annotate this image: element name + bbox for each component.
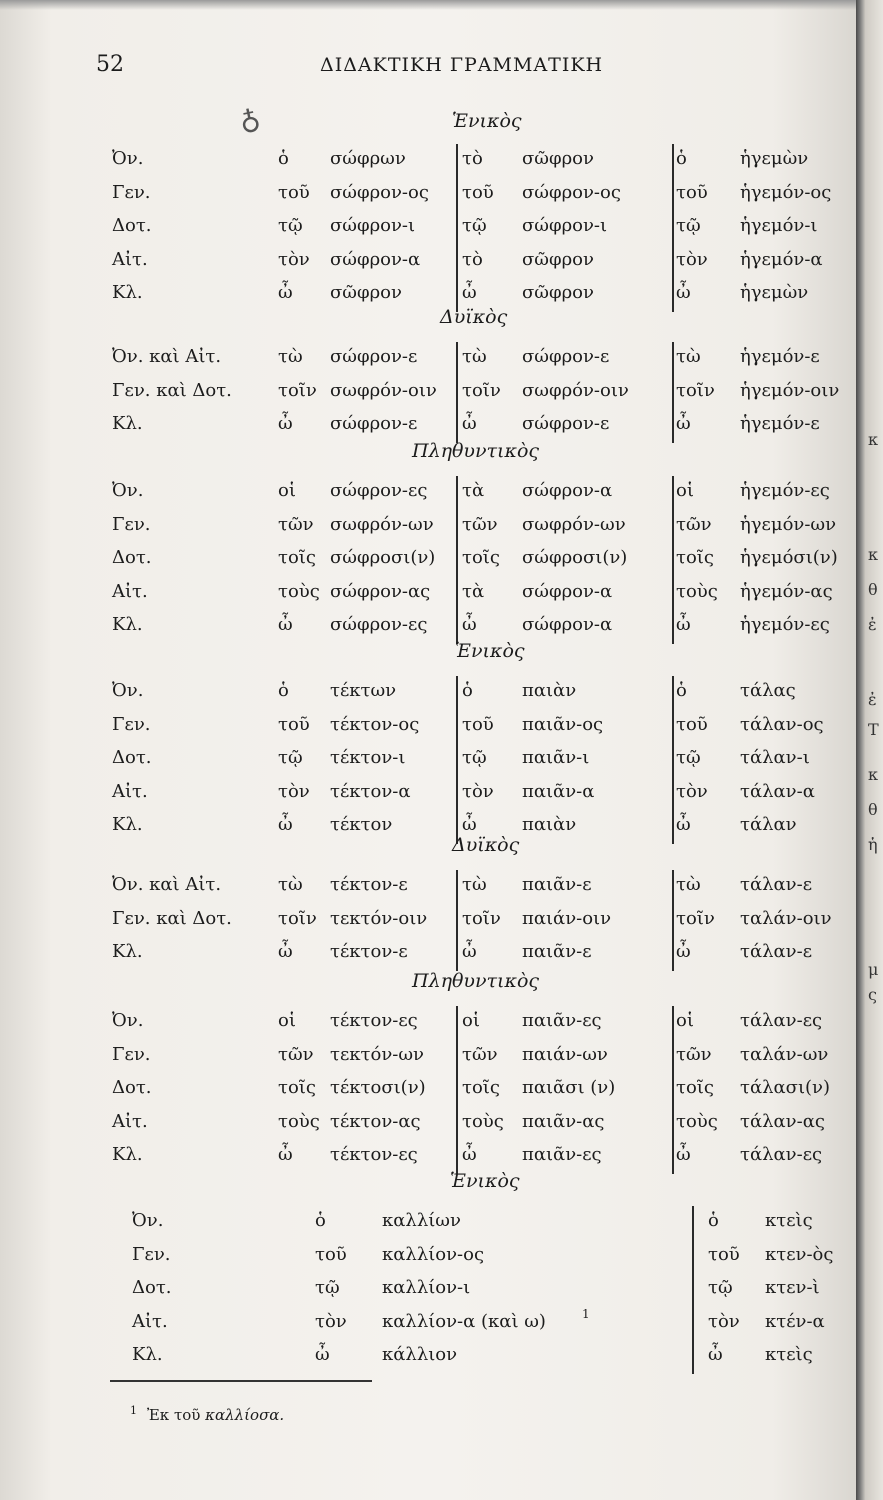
article-3: τοὺς: [676, 580, 718, 602]
table-row: [0, 1277, 858, 1305]
article-1: τὸν: [278, 780, 310, 802]
article-1: ὁ: [278, 148, 289, 169]
form-2: παιᾶσι (ν): [522, 1077, 616, 1098]
running-head: ΔΙΔΑΚΤΙΚΗ ΓΡΑΜΜΑΤΙΚΗ: [320, 54, 604, 76]
form-3: τάλαν-ε: [740, 874, 813, 895]
article-3: τοῖν: [676, 379, 715, 401]
case-label: Ὀν. καὶ Αἰτ.: [112, 346, 222, 367]
table-row: [0, 413, 858, 441]
form-1: κάλλιον: [382, 1344, 458, 1365]
edge-glyph: ἡ: [868, 835, 878, 854]
case-label: Γεν. καὶ Δοτ.: [112, 379, 232, 401]
article-2: ὦ: [462, 413, 477, 434]
article-2: τοῦ: [462, 713, 494, 735]
form-2: κτεν-ὸς: [765, 1243, 834, 1265]
case-label: Γεν.: [112, 181, 151, 203]
form-2: κτέν-α: [765, 1310, 825, 1332]
case-label: Δοτ.: [112, 1077, 152, 1098]
article-3: ὦ: [676, 941, 691, 962]
article-3: τοῦ: [676, 713, 708, 735]
article-3: ὦ: [676, 282, 691, 303]
case-label: Αἰτ.: [112, 248, 148, 270]
form-2: παιᾶν-ε: [522, 941, 592, 962]
column-divider: [672, 870, 674, 971]
article-2: ὦ: [462, 941, 477, 962]
footnote-rule: [110, 1380, 372, 1382]
form-2: σώφρον-α: [522, 614, 613, 635]
article-2: τὰ: [462, 480, 485, 501]
article-3: οἱ: [676, 1010, 694, 1031]
table-row: [0, 1010, 858, 1038]
form-1: σώφρον-ε: [330, 413, 418, 434]
article-2: ὦ: [708, 1344, 723, 1365]
case-label: Αἰτ.: [112, 780, 148, 802]
section-heading: Δυϊκὸς: [452, 834, 520, 856]
article-1: τοῦ: [315, 1243, 347, 1265]
table-row: [0, 1044, 858, 1072]
article-3: τῷ: [676, 747, 701, 768]
section-heading: Πληθυντικὸς: [412, 440, 540, 462]
table-row: [0, 781, 858, 809]
article-3: τῶν: [676, 513, 712, 535]
article-3: τῷ: [676, 215, 701, 236]
article-3: ὁ: [676, 148, 687, 169]
form-1: τεκτόν-ων: [330, 1043, 424, 1065]
form-1: σωφρόν-ων: [330, 513, 434, 535]
edge-glyph: ἐ: [868, 615, 877, 634]
edge-glyph: κ: [868, 765, 878, 784]
edge-glyph: Τ: [868, 720, 879, 739]
form-1: τέκτον-ας: [330, 1110, 421, 1132]
form-3: ἡγεμόν-ων: [740, 513, 837, 535]
article-3: ὦ: [676, 1144, 691, 1165]
form-2: κτεὶς: [765, 1344, 813, 1365]
case-label: Κλ.: [112, 1144, 143, 1165]
table-row: [0, 814, 858, 842]
form-2: κτεὶς: [765, 1210, 813, 1231]
article-3: ὦ: [676, 413, 691, 434]
column-divider: [692, 1206, 694, 1374]
form-3: ἡγεμόν-ες: [740, 614, 830, 635]
article-2: τῷ: [708, 1277, 733, 1298]
article-1: τοὺς: [278, 580, 320, 602]
article-2: οἱ: [462, 1010, 480, 1031]
form-3: τάλαν-α: [740, 780, 815, 802]
column-divider: [456, 676, 458, 844]
case-label: Αἰτ.: [132, 1310, 168, 1332]
article-3: τῶν: [676, 1043, 712, 1065]
article-2: τὸ: [462, 148, 483, 169]
article-1: οἱ: [278, 1010, 296, 1031]
form-3: τάλαν-ι: [740, 747, 810, 768]
column-divider: [456, 1006, 458, 1174]
table-row: [0, 282, 858, 310]
form-2: παιὰν: [522, 680, 577, 701]
article-3: τοὺς: [676, 1110, 718, 1132]
form-3: ἡγεμόν-ας: [740, 580, 833, 602]
table-row: [0, 1111, 858, 1139]
article-2: τῶν: [462, 1043, 498, 1065]
case-label: Ὀν. καὶ Αἰτ.: [112, 874, 222, 895]
form-1: τέκτον-ε: [330, 874, 408, 895]
form-2: παιὰν: [522, 814, 577, 835]
article-1: τῷ: [278, 215, 303, 236]
footnote: [130, 1404, 284, 1424]
form-3: ἡγεμὼν: [740, 282, 809, 303]
article-2: τῶν: [462, 513, 498, 535]
section-heading: Ἑνικὸς: [452, 110, 522, 132]
form-3: ἡγεμόν-οιν: [740, 379, 840, 401]
page-number: 52: [96, 52, 124, 77]
article-1: τὼ: [278, 346, 303, 367]
article-1: ὁ: [278, 680, 289, 701]
case-label: Ὀν.: [112, 680, 144, 701]
article-3: τὼ: [676, 874, 701, 895]
edge-glyph: θ: [868, 580, 878, 599]
article-2: ὦ: [462, 614, 477, 635]
article-3: ὁ: [676, 680, 687, 701]
form-3: ἡγεμόν-ες: [740, 480, 830, 501]
article-2: τὸν: [462, 780, 494, 802]
table-row: [0, 874, 858, 902]
column-divider: [456, 870, 458, 971]
article-3: τὸν: [676, 248, 708, 270]
form-1: σώφρον-ες: [330, 480, 428, 501]
article-1: τοῖν: [278, 379, 317, 401]
form-3: τάλαν-ες: [740, 1144, 823, 1165]
article-2: ὁ: [708, 1210, 719, 1231]
form-3: ἡγεμόν-ε: [740, 413, 820, 434]
article-3: τοῖν: [676, 907, 715, 929]
article-2: τὼ: [462, 874, 487, 895]
article-2: τοῦ: [462, 181, 494, 203]
form-3: ἡγεμόν-ος: [740, 181, 832, 203]
column-divider: [672, 1006, 674, 1174]
article-1: τοῖς: [278, 547, 316, 568]
article-2: ὦ: [462, 814, 477, 835]
article-3: τοῦ: [676, 181, 708, 203]
table-row: [0, 249, 858, 277]
form-2: παιᾶν-ε: [522, 874, 592, 895]
article-3: τοῖς: [676, 1077, 714, 1098]
table-row: [0, 581, 858, 609]
case-label: Δοτ.: [112, 747, 152, 768]
form-3: ἡγεμόν-ε: [740, 346, 820, 367]
case-label: Δοτ.: [112, 547, 152, 568]
column-divider: [456, 144, 458, 312]
form-3: ἡγεμόσι(ν): [740, 547, 838, 568]
article-1: ὦ: [278, 814, 293, 835]
article-1: ὦ: [278, 282, 293, 303]
form-2: σωφρόν-οιν: [522, 379, 629, 401]
case-label: Ὀν.: [132, 1210, 164, 1231]
table-row: [0, 1144, 858, 1172]
column-divider: [456, 476, 458, 644]
form-3: τάλασι(ν): [740, 1077, 831, 1098]
article-1: ὦ: [278, 941, 293, 962]
edge-glyph: ἐ: [868, 690, 877, 709]
article-1: τὸν: [278, 248, 310, 270]
case-label: Κλ.: [112, 614, 143, 635]
form-3: ἡγεμόν-ι: [740, 215, 818, 236]
form-1: τέκτον-ες: [330, 1010, 418, 1031]
form-1: σώφρον-ες: [330, 614, 428, 635]
form-2: σῶφρον: [522, 282, 594, 303]
article-3: οἱ: [676, 480, 694, 501]
article-2: τοῖς: [462, 547, 500, 568]
column-divider: [672, 144, 674, 312]
column-divider: [672, 476, 674, 644]
case-label: Γεν. καὶ Δοτ.: [112, 907, 232, 929]
form-2: σώφροσι(ν): [522, 547, 628, 568]
form-1: σώφρων: [330, 148, 406, 169]
table-row: [0, 908, 858, 936]
form-2: σῶφρον: [522, 248, 594, 270]
case-label: Ὀν.: [112, 480, 144, 501]
facing-page-edge: [856, 0, 883, 1500]
table-row: [0, 1077, 858, 1105]
form-1: καλλίον-α (καὶ ω): [382, 1310, 546, 1332]
form-2: παιᾶν-ι: [522, 747, 590, 768]
form-1: σῶφρον: [330, 282, 402, 303]
form-1: καλλίον-ος: [382, 1243, 485, 1265]
case-label: Δοτ.: [132, 1277, 172, 1298]
article-2: τὼ: [462, 346, 487, 367]
form-1: σωφρόν-οιν: [330, 379, 437, 401]
article-2: ὁ: [462, 680, 473, 701]
table-row: [0, 148, 858, 176]
table-row: [0, 380, 858, 408]
edge-glyph: κ: [868, 545, 878, 564]
footnote-text: Ἐκ τοῦ: [147, 1406, 201, 1424]
form-1: τέκτον-α: [330, 780, 411, 802]
case-label: Κλ.: [112, 282, 143, 303]
table-row: [0, 1344, 858, 1372]
form-1: τεκτόν-οιν: [330, 907, 428, 929]
article-3: τὸν: [676, 780, 708, 802]
form-3: τάλαν-ας: [740, 1110, 825, 1132]
edge-glyph: θ: [868, 800, 878, 819]
table-row: [0, 680, 858, 708]
article-2: ὦ: [462, 1144, 477, 1165]
section-heading: Ἑνικὸς: [455, 640, 525, 662]
form-2: παιᾶν-ας: [522, 1110, 605, 1132]
form-2: παιάν-ων: [522, 1043, 608, 1065]
form-2: παιᾶν-ες: [522, 1010, 602, 1031]
column-divider: [672, 342, 674, 443]
case-label: Ὀν.: [112, 148, 144, 169]
table-row: [0, 1210, 858, 1238]
form-1: σώφρον-ι: [330, 215, 416, 236]
form-1: τέκτον-ι: [330, 747, 406, 768]
page-top-shadow: [0, 0, 858, 10]
case-label: Αἰτ.: [112, 580, 148, 602]
article-1: ὦ: [278, 614, 293, 635]
article-2: τοῦ: [708, 1243, 740, 1265]
footnote-mark: 1: [130, 1404, 137, 1417]
article-1: τοῖς: [278, 1077, 316, 1098]
case-label: Γεν.: [112, 713, 151, 735]
form-2: παιάν-οιν: [522, 907, 612, 929]
article-2: τὸν: [708, 1310, 740, 1332]
form-1: καλλίον-ι: [382, 1277, 471, 1298]
article-3: ὦ: [676, 614, 691, 635]
form-1: σώφρον-ος: [330, 181, 429, 203]
case-label: Γεν.: [112, 513, 151, 535]
case-label: Γεν.: [112, 1043, 151, 1065]
article-2: τοὺς: [462, 1110, 504, 1132]
section-heading: Ἑνικὸς: [450, 1170, 520, 1192]
table-row: [0, 182, 858, 210]
edge-glyph: κ: [868, 430, 878, 449]
section-heading: Πληθυντικὸς: [412, 970, 540, 992]
case-label: Κλ.: [132, 1344, 163, 1365]
form-2: σῶφρον: [522, 148, 594, 169]
table-row: [0, 346, 858, 374]
form-2: παιᾶν-ες: [522, 1144, 602, 1165]
table-row: [0, 480, 858, 508]
form-1: τέκτον-ες: [330, 1144, 418, 1165]
table-row: [0, 514, 858, 542]
form-1: τέκτον-ος: [330, 713, 420, 735]
article-1: οἱ: [278, 480, 296, 501]
form-3: τάλαν: [740, 814, 797, 835]
case-label: Κλ.: [112, 941, 143, 962]
page-header: [0, 52, 858, 82]
article-2: ὦ: [462, 282, 477, 303]
article-1: τοὺς: [278, 1110, 320, 1132]
case-label: Ὀν.: [112, 1010, 144, 1031]
article-2: τοῖς: [462, 1077, 500, 1098]
article-3: τὼ: [676, 346, 701, 367]
section-heading: Δυϊκὸς: [440, 306, 508, 328]
column-divider: [672, 676, 674, 844]
form-2: σώφρον-ι: [522, 215, 608, 236]
article-2: τὰ: [462, 580, 485, 602]
form-1: σώφροσι(ν): [330, 547, 436, 568]
form-3: ἡγεμόν-α: [740, 248, 823, 270]
article-1: τοῦ: [278, 713, 310, 735]
article-3: ὦ: [676, 814, 691, 835]
article-1: ὦ: [278, 1144, 293, 1165]
case-label: Δοτ.: [112, 215, 152, 236]
article-3: τοῖς: [676, 547, 714, 568]
article-1: τῷ: [278, 747, 303, 768]
article-1: ὁ: [315, 1210, 326, 1231]
article-2: τῷ: [462, 215, 487, 236]
margin-pencil-mark: ♁: [236, 104, 264, 141]
case-label: Αἰτ.: [112, 1110, 148, 1132]
article-1: τῶν: [278, 1043, 314, 1065]
table-row: [0, 714, 858, 742]
table-row: [0, 215, 858, 243]
form-3: ταλάν-ων: [740, 1043, 829, 1065]
article-1: τῶν: [278, 513, 314, 535]
form-3: τάλας: [740, 680, 796, 701]
form-3: τάλαν-ος: [740, 713, 824, 735]
form-1: τέκτοσι(ν): [330, 1077, 426, 1098]
article-1: τοῦ: [278, 181, 310, 203]
table-row: [0, 547, 858, 575]
form-2: παιᾶν-α: [522, 780, 595, 802]
article-1: τὼ: [278, 874, 303, 895]
form-1: σώφρον-ε: [330, 346, 418, 367]
article-1: ὦ: [315, 1344, 330, 1365]
article-1: τὸν: [315, 1310, 347, 1332]
form-2: σώφρον-ε: [522, 413, 610, 434]
form-3: ταλάν-οιν: [740, 907, 832, 929]
article-2: τοῖν: [462, 379, 501, 401]
form-1: τέκτον-ε: [330, 941, 408, 962]
form-1: τέκτον: [330, 814, 393, 835]
article-1: ὦ: [278, 413, 293, 434]
case-label: Γεν.: [132, 1243, 171, 1265]
form-2: σωφρόν-ων: [522, 513, 626, 535]
case-label: Κλ.: [112, 413, 143, 434]
case-label: Κλ.: [112, 814, 143, 835]
footnote-word: καλλίοσα.: [205, 1406, 285, 1424]
form-1: σώφρον-α: [330, 248, 421, 270]
form-2: παιᾶν-ος: [522, 713, 604, 735]
table-row: [0, 1306, 858, 1339]
form-1: σώφρον-ας: [330, 580, 431, 602]
article-2: τὸ: [462, 248, 483, 270]
table-row: [0, 941, 858, 969]
form-2: σώφρον-ος: [522, 181, 621, 203]
article-1: τοῖν: [278, 907, 317, 929]
edge-glyph: μ: [868, 960, 879, 979]
form-3: ἡγεμὼν: [740, 148, 809, 169]
column-divider: [456, 342, 458, 443]
article-1: τῷ: [315, 1277, 340, 1298]
article-2: τοῖν: [462, 907, 501, 929]
form-1: καλλίων: [382, 1210, 461, 1231]
table-row: [0, 747, 858, 775]
form-3: τάλαν-ες: [740, 1010, 823, 1031]
form-2: κτεν-ὶ: [765, 1277, 820, 1298]
form-2: σώφρον-ε: [522, 346, 610, 367]
form-2: σώφρον-α: [522, 580, 613, 602]
footnote-reference: 1: [582, 1306, 590, 1321]
edge-glyph: ς: [868, 985, 877, 1004]
article-2: τῷ: [462, 747, 487, 768]
form-1: τέκτων: [330, 680, 397, 701]
table-row: [0, 1244, 858, 1272]
form-2: σώφρον-α: [522, 480, 613, 501]
table-row: [0, 614, 858, 642]
form-3: τάλαν-ε: [740, 941, 813, 962]
